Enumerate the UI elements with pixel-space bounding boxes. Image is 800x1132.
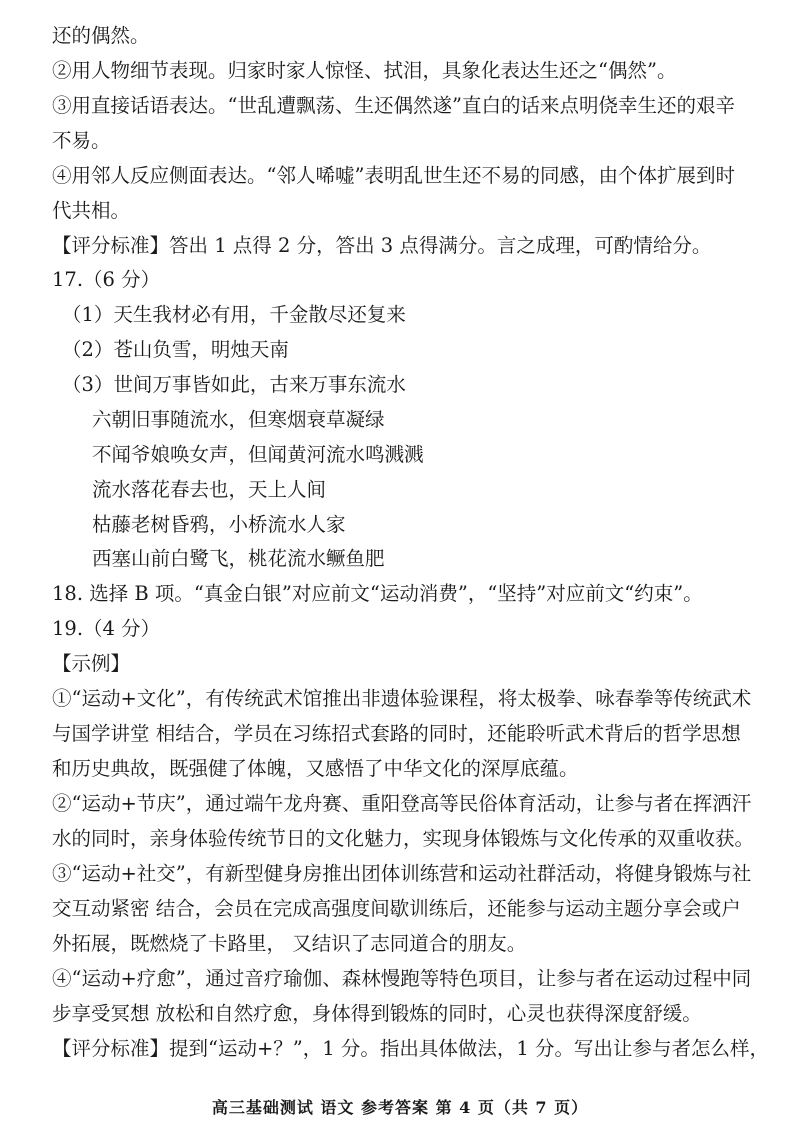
text-line: ①“运动+文化”，有传统武术馆推出非遗体验课程，将太极拳、咏春拳等传统武术 (52, 687, 752, 710)
poem-line: 西塞山前白鹭飞，桃花流水鳜鱼肥 (92, 547, 385, 570)
text-line: ③用直接话语表达。“世乱遭飘荡、生还偶然遂”直白的话来点明侥幸生还的艰辛 (52, 94, 735, 117)
text-line: 不易。 (52, 129, 111, 152)
example-heading: 【示例】 (52, 652, 131, 675)
text-line: 步享受冥想 放松和自然疗愈，身体得到锻炼的同时，心灵也获得深度舒缓。 (52, 1002, 702, 1025)
answer-item: （2）苍山负雪，明烛天南 (62, 338, 289, 361)
scoring-standard: 【评分标准】提到“运动+？”，1 分。指出具体做法，1 分。写出让参与者怎么样， (52, 1037, 769, 1060)
question-heading-17: 17.（6 分） (52, 268, 161, 291)
text-line: ②用人物细节表现。归家时家人惊怪、拭泪，具象化表达生还之“偶然”。 (52, 59, 677, 82)
text-line: 交互动紧密 结合，会员在完成高强度间歇训练后，还能参与运动主题分享会或户 (52, 897, 741, 920)
text-line: ②“运动+节庆”，通过端午龙舟赛、重阳登高等民俗体育活动，让参与者在挥洒汗 (52, 792, 752, 815)
text-line: ④用邻人反应侧面表达。“邻人唏嘘”表明乱世生还不易的同感，由个体扩展到时 (52, 164, 735, 187)
page-footer: 高三基础测试 语文 参考答案 第 4 页（共 7 页） (211, 1098, 589, 1117)
poem-line: 六朝旧事随流水，但寒烟衰草凝绿 (92, 408, 385, 431)
poem-line: 不闻爷娘唤女声，但闻黄河流水鸣溅溅 (92, 443, 424, 466)
answer-item: （3）世间万事皆如此，古来万事东流水 (62, 373, 406, 396)
answer-item: （1）天生我材必有用，千金散尽还复来 (62, 303, 406, 326)
text-line: 和历史典故，既强健了体魄，又感悟了中华文化的深厚底蕴。 (52, 757, 579, 780)
text-line: ③“运动+社交”，有新型健身房推出团体训练营和运动社群活动，将健身锻炼与社 (52, 862, 752, 885)
text-line: 外拓展，既燃烧了卡路里， 又结识了志同道合的朋友。 (52, 932, 527, 955)
question-heading-19: 19.（4 分） (52, 617, 161, 640)
text-line: 与国学讲堂 相结合，学员在习练招式套路的同时，还能聆听武术背后的哲学思想 (52, 722, 741, 745)
scoring-standard: 【评分标准】答出 1 点得 2 分，答出 3 点得满分。言之成理，可酌情给分。 (52, 234, 712, 257)
text-line: 代共相。 (52, 199, 131, 222)
text-line: 水的同时，亲身体验传统节日的文化魅力，实现身体锻炼与文化传承的双重收获。 (52, 827, 755, 850)
answer-18: 18. 选择 B 项。“真金白银”对应前文“运动消费”，“坚持”对应前文“约束”。 (52, 582, 703, 605)
poem-line: 枯藤老树昏鸦，小桥流水人家 (92, 513, 346, 536)
text-line: 还的偶然。 (52, 24, 150, 47)
poem-line: 流水落花春去也，天上人间 (92, 478, 327, 501)
text-line: ④“运动+疗愈”，通过音疗瑜伽、森林慢跑等特色项目，让参与者在运动过程中同 (52, 967, 752, 990)
